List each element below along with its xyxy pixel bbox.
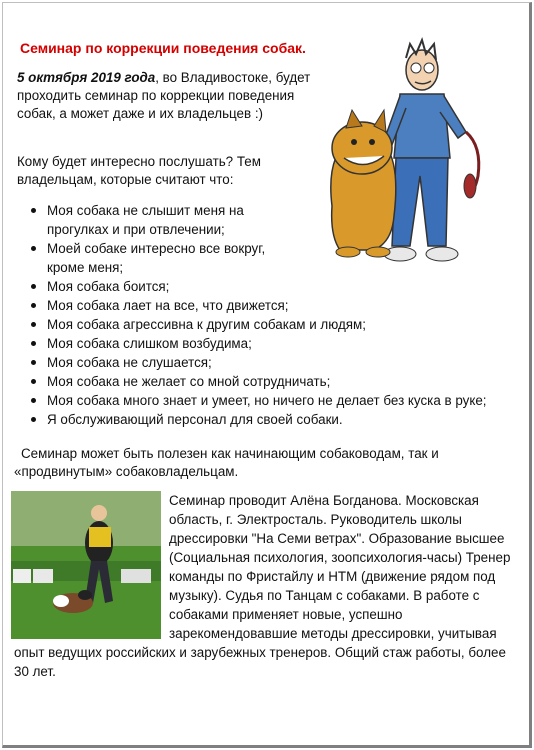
question-paragraph: Кому будет интересно послушать? Тем владельцам, которые считают что: — [17, 154, 261, 187]
bio-paragraph — [14, 491, 514, 681]
event-date: 5 октября 2019 года — [17, 70, 156, 85]
symptom-list-item: Моя собака агрессивна к другим собакам и людям; — [28, 315, 487, 334]
intro-text: , во Владивостоке, будет проходить семинар по коррекции поведения собак, а может даже и их владельцев :) — [17, 70, 311, 121]
symptom-list-item: Моя собака боится; — [28, 277, 487, 296]
bio-text: Семинар проводит Алёна Богданова. Московская область, г. Электросталь. Руководитель школы дрессировки "На Семи ветрах". Образование высшее (Социальная психология, зоопсихология-часы) Тренер команды по Фристайлу и НТМ (движение рядом под музыку). Судья по Танцам с собаками. В работе с собаками применяет новые, успешно зарекомендовавшие методы дрессировки, учитывая опыт ведущих российских и зарубежных тренеров. Общий стаж работы, более 30 лет. — [14, 493, 511, 679]
symptom-list-item: Моей собаке интересно все вокруг, кроме меня; — [28, 239, 287, 277]
page-title: Семинар по коррекции поведения собак. — [20, 40, 306, 56]
symptom-list-item: Моя собака слишком возбудима; — [28, 334, 487, 353]
symptom-list-item: Я обслуживающий персонал для своей собаки. — [28, 410, 487, 429]
trainer-photo — [11, 491, 161, 639]
intro-paragraph — [17, 69, 317, 123]
symptom-list-item: Моя собака много знает и умеет, но ничего не делает без куска в руке; — [28, 391, 487, 410]
symptom-list-item: Моя собака не слышит меня на прогулках и при отвлечении; — [28, 201, 267, 239]
useful-paragraph: Семинар может быть полезен как начинающим собаководам, так и «продвинутым» собаковладельцам. — [14, 446, 439, 479]
symptom-list-item: Моя собака не желает со мной сотрудничать; — [28, 372, 487, 391]
symptom-list-item: Моя собака не слушается; — [28, 353, 487, 372]
symptom-list-item: Моя собака лает на все, что движется; — [28, 296, 487, 315]
cartoon-owner-and-dog-illustration — [322, 36, 484, 274]
